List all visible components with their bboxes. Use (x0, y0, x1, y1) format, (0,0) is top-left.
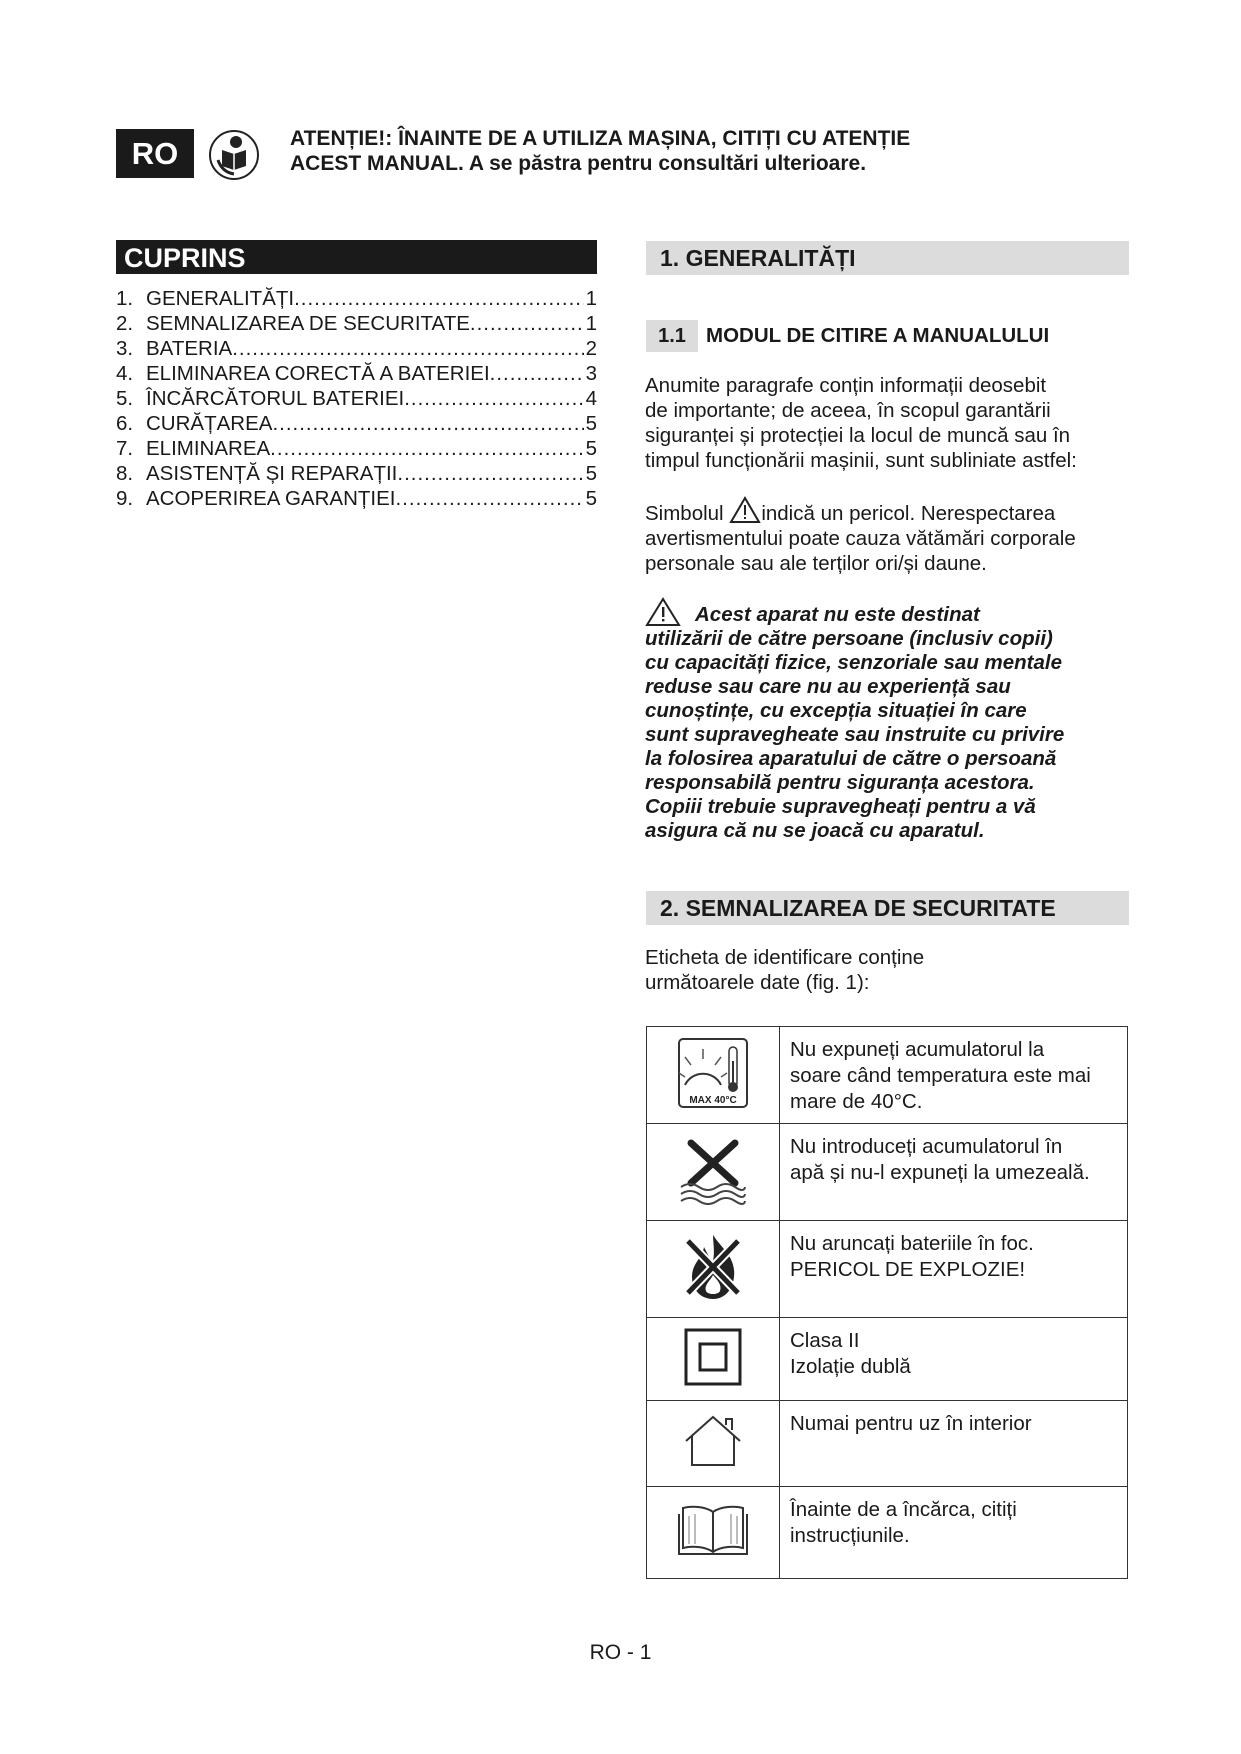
subsection-title: MODUL DE CITIRE A MANUALULUI (706, 324, 1050, 347)
no-water-icon (677, 1135, 749, 1205)
toc-item[interactable]: 8. ASISTENȚĂ ȘI REPARAȚII ..... 5 (116, 461, 597, 486)
label-intro: Eticheta de identificare conține următoarele date (fig. 1): (645, 946, 925, 994)
header-warning-line2: ACEST MANUAL. A se păstra pentru consultări ulterioare. (290, 152, 867, 175)
toc-item[interactable]: 4. ELIMINAREA CORECTĂ A BATERIEI ..... 3 (116, 361, 597, 386)
table-row: Clasa II Izolație dublă (647, 1318, 1128, 1401)
language-badge: RO (116, 129, 194, 178)
read-manual-icon (208, 130, 260, 180)
subsection-number: 1.1 (646, 320, 698, 352)
header-warning (290, 126, 1010, 176)
svg-text:MAX 40°C: MAX 40°C (689, 1094, 737, 1106)
table-row: MAX 40°C Nu expuneți acumulatorul la soare când temperatura este mai mare de 40°C. (647, 1027, 1128, 1124)
intro-paragraph: Anumite paragrafe conțin informații deosebit de importante; de aceea, în scopul garantării siguranței și protecției la locul de muncă sau în timpul funcționării mașinii, sunt subliniate astfel: (645, 374, 1077, 472)
warning-triangle-icon (645, 597, 681, 627)
toc-list (116, 286, 597, 511)
children-warning: Acest aparat nu este destinat utilizării de către persoane (inclusiv copii) cu capacități fizice, senzoriale sau mentale reduse sau care nu au experiență sau cunoștințe, cu excepția situației în care sunt supravegheate sau instruite cu privire la folosirea aparatului de către o persoană responsabilă pentru siguranța acestora. Copiii trebuie supravegheați pentru a vă asigura că nu se joacă cu aparatul. (645, 597, 1145, 843)
toc-item[interactable]: 2. SEMNALIZAREA DE SECURITATE ..... 1 (116, 311, 597, 336)
double-insulation-icon (684, 1328, 742, 1386)
warning-triangle-icon (729, 496, 761, 524)
table-row: Numai pentru uz în interior (647, 1401, 1128, 1487)
header-warning-line1: ATENȚIE!: ÎNAINTE DE A UTILIZA MAȘINA, CITIȚI CU ATENȚIE (290, 127, 911, 150)
section2-title: 2. SEMNALIZAREA DE SECURITATE (646, 891, 1129, 925)
table-row: Nu aruncați bateriile în foc. PERICOL DE EXPLOZIE! (647, 1221, 1128, 1318)
toc-item[interactable]: 3. BATERIA ..... 2 (116, 336, 597, 361)
section1-title: 1. GENERALITĂȚI (646, 241, 1129, 275)
open-book-icon (677, 1502, 749, 1558)
house-icon (682, 1413, 744, 1469)
toc-item[interactable]: 7. ELIMINAREA ..... 5 (116, 436, 597, 461)
no-fire-icon (682, 1231, 744, 1303)
toc-item[interactable]: 6. CURĂȚAREA ..... 5 (116, 411, 597, 436)
safety-symbols-table (646, 1026, 1128, 1579)
sun-temperature-icon (677, 1037, 749, 1109)
toc-item[interactable]: 5. ÎNCĂRCĂTORUL BATERIEI ..... 4 (116, 386, 597, 411)
toc-title: CUPRINS (116, 240, 597, 274)
symbol-paragraph: Simbolul indică un pericol. Nerespectarea avertismentului poate cauza vătămări corporale personale sau ale terților ori/și daune. (645, 496, 1145, 576)
page-number: RO - 1 (589, 1641, 652, 1664)
table-row: Nu introduceți acumulatorul în apă și nu-l expuneți la umezeală. (647, 1124, 1128, 1221)
toc-item[interactable]: 1. GENERALITĂȚI ..... 1 (116, 286, 597, 311)
toc-item[interactable]: 9. ACOPERIREA GARANȚIEI ..... 5 (116, 486, 597, 511)
table-row: Înainte de a încărca, citiți instrucțiunile. (647, 1487, 1128, 1579)
